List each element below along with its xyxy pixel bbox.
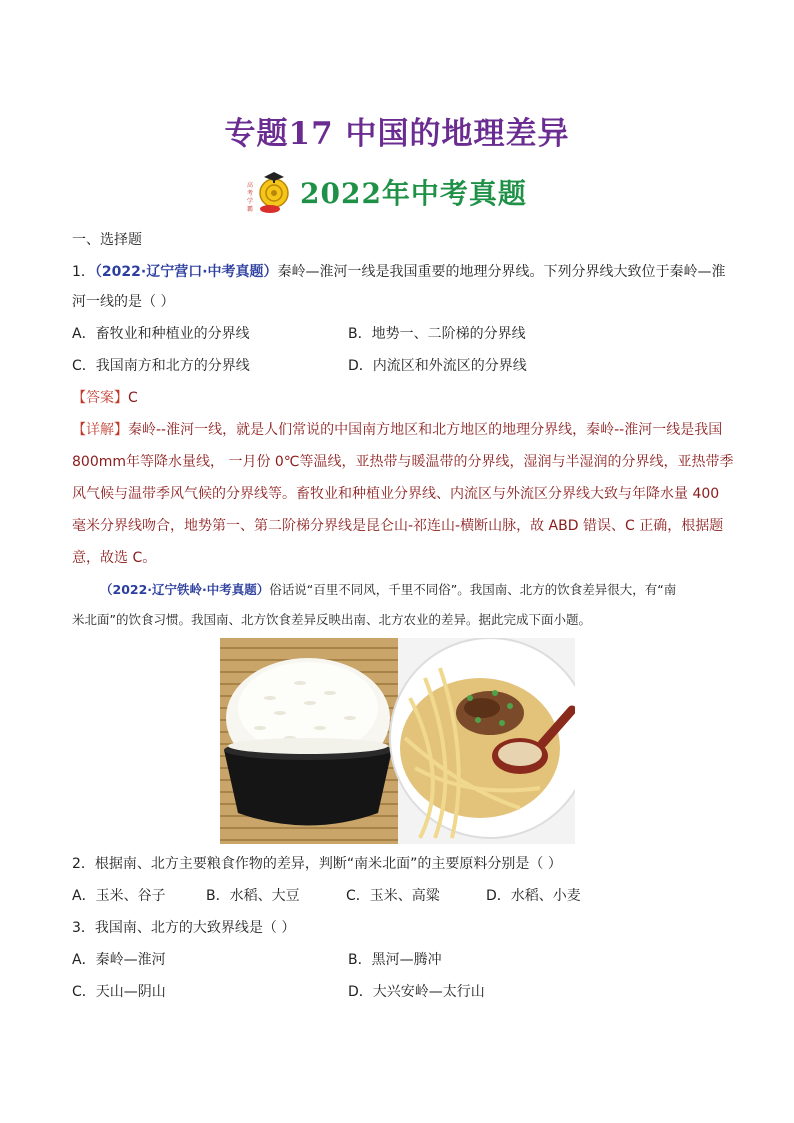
- q1-number: 1．: [72, 264, 95, 280]
- intro-source: （2022·辽宁铁岭·中考真题）: [100, 582, 270, 597]
- q3-option-a: A．秦岭—淮河: [72, 952, 166, 968]
- q1-option-a: A．畜牧业和种植业的分界线: [72, 326, 250, 342]
- subtitle-block: [240, 168, 527, 216]
- q1-stem-a: 秦岭—淮河一线是我国重要的地理分界线。下列分界线大致位于秦岭—淮: [277, 264, 726, 280]
- answer-value: C: [128, 390, 138, 406]
- svg-text:高: 高: [246, 182, 254, 189]
- svg-text:学: 学: [246, 198, 254, 205]
- q3-stem: 3．我国南、北方的大致界线是（ ）: [72, 920, 296, 936]
- q2-option-b: B．水稻、大豆: [206, 888, 300, 904]
- rice-and-noodles-image: [220, 638, 575, 844]
- q1-option-d: D．内流区和外流区的分界线: [348, 358, 527, 374]
- scholar-logo-icon: [240, 169, 296, 215]
- q1-source: （2022·辽宁营口·中考真题）: [94, 264, 278, 280]
- q1-detail-line2: 800mm年等降水量线， 一月份 0℃等温线，亚热带与暖温带的分界线，湿润与半湿润的分界线，亚热带季: [72, 454, 734, 470]
- q1-detail-line1: 【详解】秦岭--淮河一线，就是人们常说的中国南方地区和北方地区的地理分界线，秦岭--淮河一线是我国: [72, 422, 723, 438]
- q3-option-b: B．黑河—腾冲: [348, 952, 442, 968]
- svg-text:霸: 霸: [246, 206, 254, 213]
- q1-detail-line3: 风气候与温带季风气候的分界线等。畜牧业和种植业分界线、内流区与外流区分界线大致与年降水量 400: [72, 486, 720, 502]
- subtitle: 2022年中考真题: [300, 177, 527, 210]
- q1-answer: [72, 388, 138, 408]
- q2-stem: 2．根据南、北方主要粮食作物的差异，判断“南米北面”的主要原料分别是（ ）: [72, 856, 562, 872]
- q1-stem-line1: [72, 262, 726, 282]
- rice-noodle-photo: [220, 638, 575, 844]
- q1-option-b: B．地势一、二阶梯的分界线: [348, 326, 526, 342]
- q3-option-c: C．天山—阴山: [72, 984, 166, 1000]
- section-heading: 一、选择题: [72, 232, 142, 248]
- q1-option-c: C．我国南方和北方的分界线: [72, 358, 250, 374]
- q3-option-d: D．大兴安岭—太行山: [348, 984, 485, 1000]
- intro-line1: （2022·辽宁铁岭·中考真题）俗话说“百里不同风，千里不同俗”。我国南、北方的饮食差异很大，有“南: [100, 582, 677, 597]
- q1-detail-line4: 毫米分界线吻合，地势第一、第二阶梯分界线是昆仑山-祁连山-横断山脉，故 ABD 错误、C 正确，根据题: [72, 518, 724, 534]
- q1-detail-line5: 意，故选 C。: [72, 550, 157, 566]
- intro-line2: 米北面”的饮食习惯。我国南、北方饮食差异反映出南、北方农业的差异。据此完成下面小题。: [72, 612, 591, 627]
- answer-label: 【答案】: [72, 390, 128, 406]
- q2-option-d: D．水稻、小麦: [486, 888, 581, 904]
- page-title: 专题17 中国的地理差异: [224, 116, 570, 152]
- svg-text:考: 考: [246, 190, 254, 197]
- q1-stem-line2: 河一线的是（ ）: [72, 294, 175, 310]
- q2-option-a: A．玉米、谷子: [72, 888, 166, 904]
- q2-option-c: C．玉米、高粱: [346, 888, 440, 904]
- detail-label: 【详解】: [72, 422, 128, 438]
